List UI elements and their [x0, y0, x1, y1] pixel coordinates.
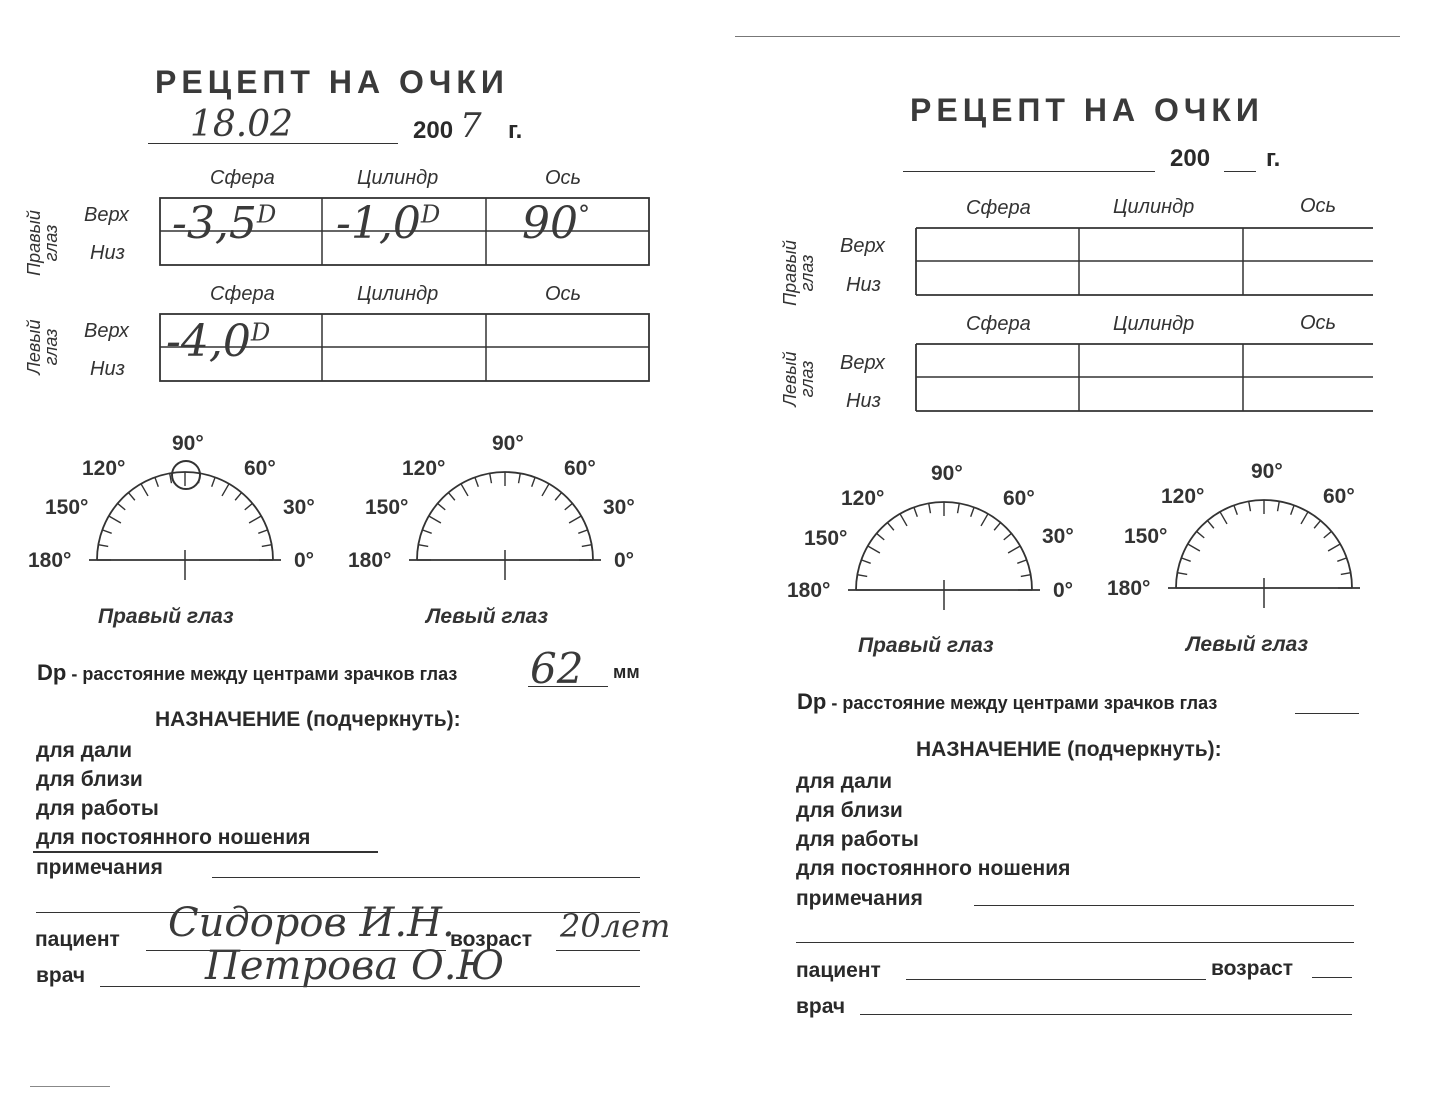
- deg-label-180: 180°: [787, 579, 831, 602]
- row-top: Верх: [840, 235, 885, 257]
- dp-value: 62: [530, 644, 584, 693]
- left-eye-caption: Левый глаз: [426, 605, 549, 628]
- protractor-tick: [1337, 558, 1346, 561]
- year-suffix: г.: [508, 117, 523, 144]
- deg-label-90: 90°: [931, 462, 963, 485]
- purpose-item: для дали: [796, 770, 893, 793]
- row-top: Верх: [84, 204, 129, 226]
- deg-label-120: 120°: [1161, 485, 1205, 508]
- protractor-tick: [981, 514, 988, 526]
- protractor-tick: [971, 507, 974, 516]
- deg-label-150: 150°: [804, 527, 848, 550]
- protractor-tick: [958, 503, 960, 513]
- protractor-tick: [1301, 512, 1308, 524]
- year-digit: 7: [460, 106, 482, 146]
- dp-line: [797, 689, 1217, 715]
- protractor-tick: [887, 523, 893, 531]
- protractor-tick: [1328, 544, 1340, 551]
- protractor-tick: [1234, 505, 1237, 514]
- row-top: Верх: [84, 320, 129, 342]
- left-eye-side-label: Левый глаз: [780, 351, 817, 407]
- deg-label-0: 0°: [614, 549, 635, 572]
- protractor-tick: [1181, 558, 1190, 561]
- notes-label: примечания: [796, 887, 923, 910]
- deg-label-60: 60°: [1323, 485, 1355, 508]
- purpose-title: НАЗНАЧЕНИЕ (подчеркнуть):: [916, 738, 1222, 761]
- year-line: [1224, 171, 1256, 172]
- row-bottom: Низ: [846, 390, 881, 412]
- deg-label-60: 60°: [564, 457, 596, 480]
- right-eye-caption: Правый глаз: [858, 634, 994, 657]
- patient-label: пациент: [796, 959, 881, 982]
- deg-label-0: 0°: [1053, 579, 1074, 602]
- right-eye-caption: Правый глаз: [98, 605, 234, 628]
- right-eye-table: [915, 227, 1375, 297]
- right-eye-side-label: Правый глаз: [780, 240, 817, 306]
- protractor-tick: [861, 560, 870, 563]
- protractor-tick: [1021, 575, 1031, 577]
- purpose-item: для постоянного ношения: [36, 826, 311, 849]
- deg-label-90: 90°: [172, 432, 204, 455]
- left-eye-table: [915, 343, 1375, 413]
- dp-blank-line: [1295, 713, 1359, 714]
- col-cylinder: Цилиндр: [357, 283, 439, 305]
- purpose-item: для работы: [36, 797, 159, 820]
- protractor-tick: [1177, 573, 1187, 575]
- deg-label-30: 30°: [603, 496, 635, 519]
- protractor-tick: [929, 503, 931, 513]
- purpose-item: для постоянного ношения: [796, 857, 1071, 880]
- row-bottom: Низ: [90, 242, 125, 264]
- doctor-line: [860, 1014, 1352, 1015]
- protractor-tick: [868, 546, 880, 553]
- patient-line: [906, 979, 1206, 980]
- deg-label-180: 180°: [348, 549, 392, 572]
- dp-text: - расстояние между центрами зрачков глаз: [831, 693, 1218, 713]
- protractor-tick: [877, 533, 885, 539]
- notes-line-2: [796, 942, 1354, 943]
- protractor-tick: [857, 575, 867, 577]
- deg-label-150: 150°: [365, 496, 409, 519]
- deg-label-60: 60°: [1003, 487, 1035, 510]
- col-axis: Ось: [1300, 195, 1337, 217]
- patient-label: пациент: [35, 928, 120, 951]
- col-axis: Ось: [545, 283, 582, 305]
- deg-label-30: 30°: [283, 496, 315, 519]
- protractor-tick: [1324, 531, 1332, 537]
- right-eye-side-label: Правый глаз: [24, 210, 61, 276]
- row-bottom: Низ: [846, 274, 881, 296]
- doctor-label: врач: [36, 964, 86, 987]
- year-prefix: 200: [1170, 145, 1211, 172]
- protractor-tick: [1291, 505, 1294, 514]
- protractor-tick: [900, 514, 907, 526]
- protractor-tick: [1017, 560, 1026, 563]
- row-bottom: Низ: [90, 358, 125, 380]
- col-sphere: Сфера: [210, 167, 275, 189]
- deg-label-150: 150°: [45, 496, 89, 519]
- left-sphere-value: $-4,0^D$: [166, 316, 271, 367]
- purpose-item: для дали: [36, 739, 133, 762]
- left-eye-caption: Левый глаз: [1186, 633, 1309, 656]
- dp-text: - расстояние между центрами зрачков глаз: [71, 664, 458, 684]
- protractor-tick: [1314, 521, 1320, 529]
- protractor-tick: [1278, 501, 1280, 511]
- year-prefix: 200: [413, 117, 454, 144]
- patient-name: Сидоров И.Н.: [168, 900, 455, 946]
- deg-label-60: 60°: [244, 457, 276, 480]
- col-cylinder: Цилиндр: [1113, 196, 1195, 218]
- age-label: возраст: [1211, 957, 1294, 980]
- right-cylinder-value: $-1,0^D$: [336, 198, 441, 249]
- deg-label-90: 90°: [1251, 460, 1283, 483]
- doctor-label: врач: [796, 995, 846, 1018]
- deg-label-0: 0°: [294, 549, 315, 572]
- purpose-item: для работы: [796, 828, 919, 851]
- purpose-title: НАЗНАЧЕНИЕ (подчеркнуть):: [155, 708, 461, 731]
- protractor-tick: [1197, 531, 1205, 537]
- deg-label-180: 180°: [1107, 577, 1151, 600]
- protractor-tick: [994, 523, 1000, 531]
- left-eye-side-label: Левый глаз: [24, 319, 61, 375]
- top-edge-line: [735, 36, 1400, 37]
- deg-label-120: 120°: [82, 457, 126, 480]
- date-value: 18.02: [190, 104, 294, 145]
- notes-line: [974, 905, 1354, 906]
- row-top: Верх: [840, 352, 885, 374]
- protractor-tick: [1341, 573, 1351, 575]
- notes-label: примечания: [36, 856, 163, 879]
- col-axis: Ось: [1300, 312, 1337, 334]
- year-suffix: г.: [1266, 145, 1281, 172]
- right-axis-value: 90°: [522, 198, 591, 249]
- protractor-tick: [914, 507, 917, 516]
- deg-label-120: 120°: [841, 487, 885, 510]
- form-title: РЕЦЕПТ НА ОЧКИ: [155, 64, 509, 100]
- doctor-name: Петрова О.Ю: [205, 943, 505, 989]
- protractor-tick: [1220, 512, 1227, 524]
- protractor-tick: [1008, 546, 1020, 553]
- purpose-item: для близи: [36, 768, 143, 791]
- col-cylinder: Цилиндр: [1113, 313, 1195, 335]
- col-axis: Ось: [545, 167, 582, 189]
- dp-unit: мм: [613, 662, 640, 682]
- right-sphere-value: $-3,5^D$: [172, 198, 277, 249]
- protractor-tick: [1188, 544, 1200, 551]
- deg-label-120: 120°: [402, 457, 446, 480]
- protractor-tick: [1207, 521, 1213, 529]
- age-label: возраст: [450, 928, 533, 951]
- col-sphere: Сфера: [966, 313, 1031, 335]
- col-cylinder: Цилиндр: [357, 167, 439, 189]
- age-line: [1312, 977, 1352, 978]
- bottom-edge-line: [30, 1086, 110, 1087]
- col-sphere: Сфера: [210, 283, 275, 305]
- date-line: [903, 171, 1155, 172]
- col-sphere: Сфера: [966, 197, 1031, 219]
- deg-label-150: 150°: [1124, 525, 1168, 548]
- deg-label-90: 90°: [492, 432, 524, 455]
- protractor-tick: [1004, 533, 1012, 539]
- dp-prefix: Dp: [37, 660, 67, 685]
- age-value: 20лет: [560, 907, 671, 945]
- purpose-item: для близи: [796, 799, 903, 822]
- dp-prefix: Dp: [797, 689, 827, 714]
- deg-label-180: 180°: [28, 549, 72, 572]
- deg-label-30: 30°: [1042, 525, 1074, 548]
- form-title: РЕЦЕПТ НА ОЧКИ: [910, 92, 1264, 128]
- protractor-tick: [1249, 501, 1251, 511]
